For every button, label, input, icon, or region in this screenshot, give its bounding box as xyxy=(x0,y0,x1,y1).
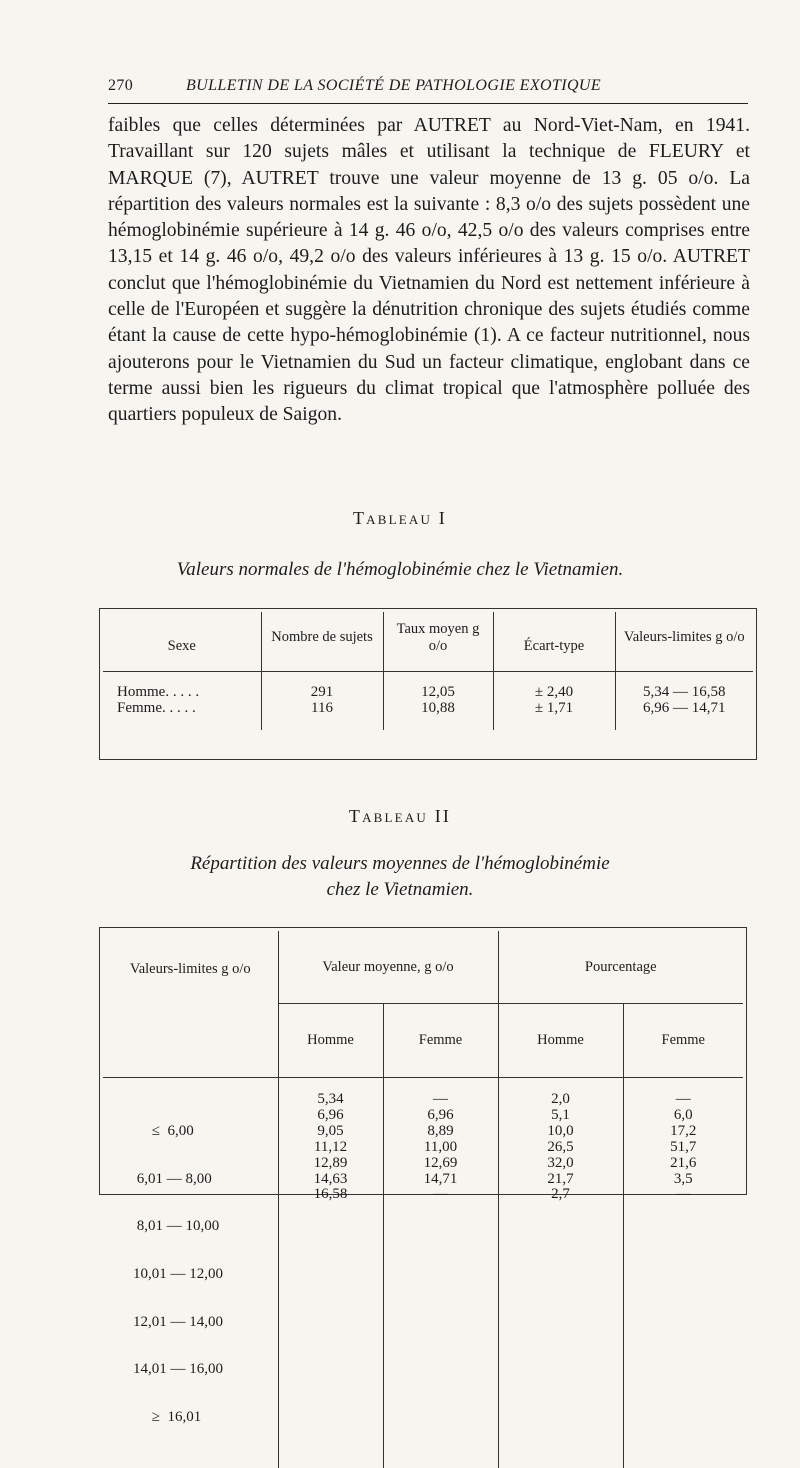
mean-femme-value: 11,00 xyxy=(423,1138,458,1155)
table-row xyxy=(103,1078,743,1468)
table1-taux-femme: 10,88 xyxy=(421,700,455,716)
limit-value: 6,01 — 8,00 xyxy=(133,1170,212,1187)
pct-homme-value: 10,0 xyxy=(547,1122,574,1139)
limit-value: 12,01 — 14,00 xyxy=(133,1313,223,1330)
table1-taux xyxy=(383,672,493,731)
table2-header-row xyxy=(103,931,743,1004)
pct-homme-value: 26,5 xyxy=(547,1138,574,1155)
table1-sexe-homme: Homme. . . . . xyxy=(117,684,200,700)
table2-caption-line2: chez le Vietnamien. xyxy=(326,879,474,900)
table2-pct-homme-col xyxy=(498,1078,623,1468)
mean-homme-value: 6,96 xyxy=(317,1106,344,1123)
mean-femme-value: 14,71 xyxy=(423,1170,458,1187)
table-row xyxy=(103,672,753,731)
table2-mean-femme-col xyxy=(383,1078,498,1468)
pct-femme-value: 17,2 xyxy=(670,1122,697,1139)
table1-taux-homme: 12,05 xyxy=(421,684,455,700)
table2-limits-col xyxy=(103,1078,278,1468)
table2-mean-homme-col xyxy=(278,1078,383,1468)
table2-header-pct: Pourcentage xyxy=(498,931,743,1004)
pct-femme-value: — xyxy=(675,1091,691,1107)
running-title: BULLETIN DE LA SOCIÉTÉ DE PATHOLOGIE EXOTIQUE xyxy=(186,77,602,94)
mean-femme-value: — xyxy=(433,1186,448,1203)
table1-header-taux: Taux moyen g o/o xyxy=(383,612,493,672)
table1 xyxy=(103,612,753,730)
mean-homme-value: 16,58 xyxy=(313,1186,348,1203)
table1-sexe xyxy=(103,672,261,731)
limit-value: 14,01 — 16,00 xyxy=(133,1361,223,1378)
table1-limites xyxy=(615,672,753,731)
limit-value: 8,01 — 10,00 xyxy=(133,1218,220,1235)
table1-limites-femme: 6,96 — 14,71 xyxy=(643,700,726,716)
mean-homme-value: 11,12 xyxy=(313,1138,348,1155)
pct-femme-value: 51,7 xyxy=(670,1138,697,1155)
table2-header-limits: Valeurs-limites g o/o xyxy=(129,961,251,977)
table1-limites-homme: 5,34 — 16,58 xyxy=(643,684,726,700)
table2-title: Tableau II xyxy=(348,806,452,826)
limit-value: ≤ 6,00 xyxy=(133,1122,194,1139)
page-number: 270 xyxy=(108,77,134,94)
body-paragraph xyxy=(108,113,750,429)
mean-femme-value: 12,69 xyxy=(423,1154,458,1171)
table2-pct-femme-col xyxy=(623,1078,743,1468)
pct-femme-value: — xyxy=(675,1186,691,1203)
limit-value: ≥ 16,01 xyxy=(133,1409,202,1426)
table1-nombre-femme: 116 xyxy=(311,700,333,716)
mean-homme-value: 14,63 xyxy=(313,1170,348,1187)
mean-femme-value: 6,96 xyxy=(427,1106,454,1123)
pct-homme-value: 32,0 xyxy=(547,1154,574,1171)
table2-caption-line1: Répartition des valeurs moyennes de l'hémoglobinémie xyxy=(190,853,610,874)
table1-nombre xyxy=(261,672,383,731)
limit-value: 10,01 — 12,00 xyxy=(133,1265,223,1282)
table1-sexe-femme: Femme. . . . . xyxy=(117,700,196,716)
mean-femme-value: — xyxy=(433,1091,448,1107)
mean-homme-value: 5,34 xyxy=(317,1091,344,1107)
table2-header-mean: Valeur moyenne, g o/o xyxy=(278,931,498,1004)
table2-sub-pct-homme: Homme xyxy=(498,1004,623,1078)
table1-caption: Valeurs normales de l'hémoglobinémie chez le Vietnamien. xyxy=(176,559,624,580)
pct-femme-value: 3,5 xyxy=(673,1170,693,1187)
table1-title: Tableau I xyxy=(352,508,447,528)
mean-femme-value: 8,89 xyxy=(427,1122,454,1139)
table1-nombre-homme: 291 xyxy=(310,684,334,700)
table2-sub-mean-femme: Femme xyxy=(383,1004,498,1078)
table1-ecart xyxy=(493,672,615,731)
table1-header-sexe: Sexe xyxy=(167,638,196,654)
table1-header-limites: Valeurs-limites g o/o xyxy=(615,612,753,672)
paragraph-text: faibles que celles déterminées par AUTRET au Nord-Viet-Nam, en 1941. Travaillant sur 120 sujets mâles et utilisant la technique de FLEURY et MARQUE (7), AUTRET trouve une valeur moyenne de 13 g. 05 o/o. La répartition des valeurs normales est la suivante : 8,3 o/o des sujets possèdent une hémoglobinémie supérieure à 14 g. 46 o/o, 42,5 o/o des valeurs comprises entre 13,15 et 14 g. 46 o/o, 49,2 o/o des valeurs inférieures à 13 g. 15 o/o. AUTRET conclut que l'hémoglobinémie du Vietnamien du Nord est nettement inférieure à celle de l'Européen et suggère la dénutrition chronique des sujets étudiés comme étant la cause de cette hypo-hémoglobinémie (1). A ce facteur nutritionnel, nous ajouterons pour le Vietnamien du Sud un facteur climatique, englobant dans ce terme aussi bien les rigueurs du climat tropical que l'atmosphère polluée des quartiers populeux de Saigon. xyxy=(108,115,750,426)
pct-homme-value: 21,7 xyxy=(547,1170,574,1187)
table1-header-row xyxy=(103,612,753,672)
table1-header-ecart: Écart-type xyxy=(493,612,615,672)
table2 xyxy=(103,931,743,1468)
pct-homme-value: 2,0 xyxy=(551,1091,570,1107)
table2-sub-pct-femme: Femme xyxy=(623,1004,743,1078)
pct-homme-value: 5,1 xyxy=(551,1106,570,1123)
table1-header-nombre: Nombre de sujets xyxy=(261,612,383,672)
table2-sub-mean-homme: Homme xyxy=(278,1004,383,1078)
mean-homme-value: 9,05 xyxy=(317,1122,344,1139)
pct-femme-value: 21,6 xyxy=(670,1154,697,1171)
running-header xyxy=(108,73,748,104)
table1-ecart-homme: ± 2,40 xyxy=(534,684,574,700)
pct-homme-value: 2,7 xyxy=(551,1186,570,1203)
pct-femme-value: 6,0 xyxy=(673,1106,693,1123)
mean-homme-value: 12,89 xyxy=(313,1154,348,1171)
table1-ecart-femme: ± 1,71 xyxy=(534,700,574,716)
